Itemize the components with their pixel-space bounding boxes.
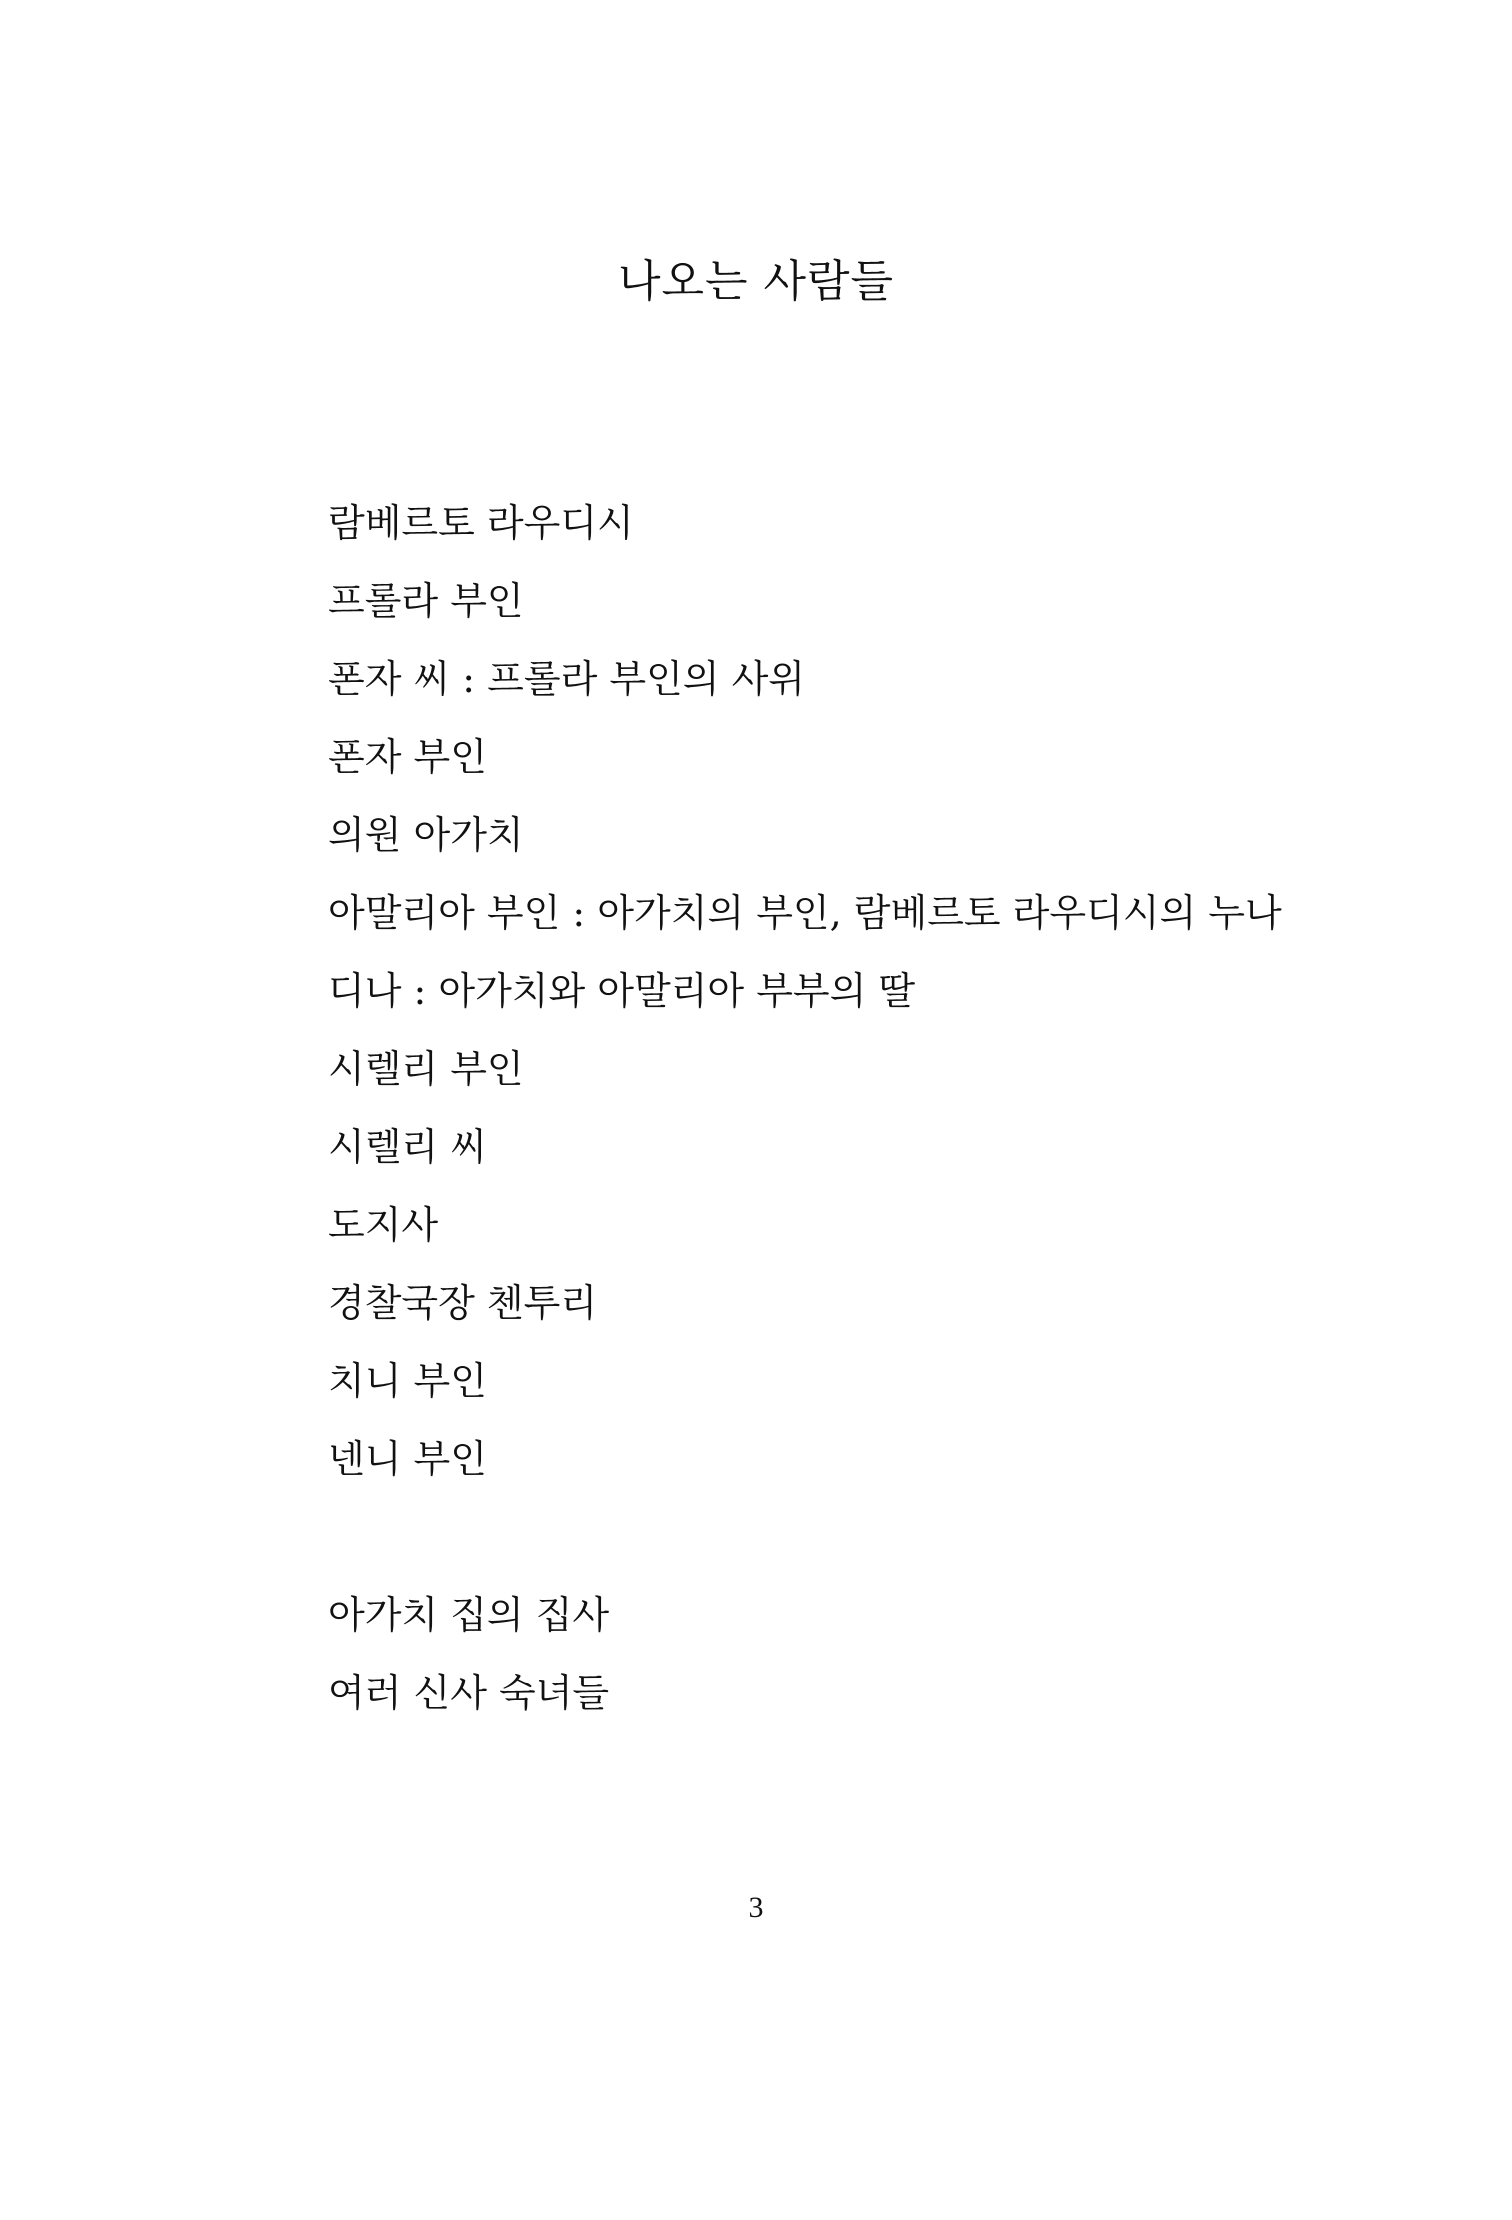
cast-item-extra: 여러 신사 숙녀들	[328, 1671, 610, 1715]
cast-item: 경찰국장 첸투리	[328, 1281, 598, 1325]
cast-list	[328, 484, 1282, 1732]
cast-item: 의원 아가치	[328, 813, 524, 857]
cast-spacer	[328, 1498, 1282, 1576]
cast-item: 도지사	[328, 1203, 439, 1247]
cast-item: 프롤라 부인	[328, 579, 524, 623]
cast-item: 넨니 부인	[328, 1437, 487, 1481]
page-number: 3	[748, 1891, 764, 1924]
cast-item: 시렐리 씨	[328, 1125, 487, 1169]
cast-item: 람베르토 라우디시	[328, 501, 634, 545]
cast-item: 디나 : 아가치와 아말리아 부부의 딸	[328, 969, 916, 1013]
cast-item: 아말리아 부인 : 아가치의 부인, 람베르토 라우디시의 누나	[328, 891, 1282, 935]
cast-item: 폰자 씨 : 프롤라 부인의 사위	[328, 657, 805, 701]
cast-item: 치니 부인	[328, 1359, 487, 1403]
cast-item-extra: 아가치 집의 집사	[328, 1593, 610, 1637]
cast-item: 폰자 부인	[328, 735, 487, 779]
cast-item: 시렐리 부인	[328, 1047, 524, 1091]
page-title: 나오는 사람들	[617, 256, 894, 307]
